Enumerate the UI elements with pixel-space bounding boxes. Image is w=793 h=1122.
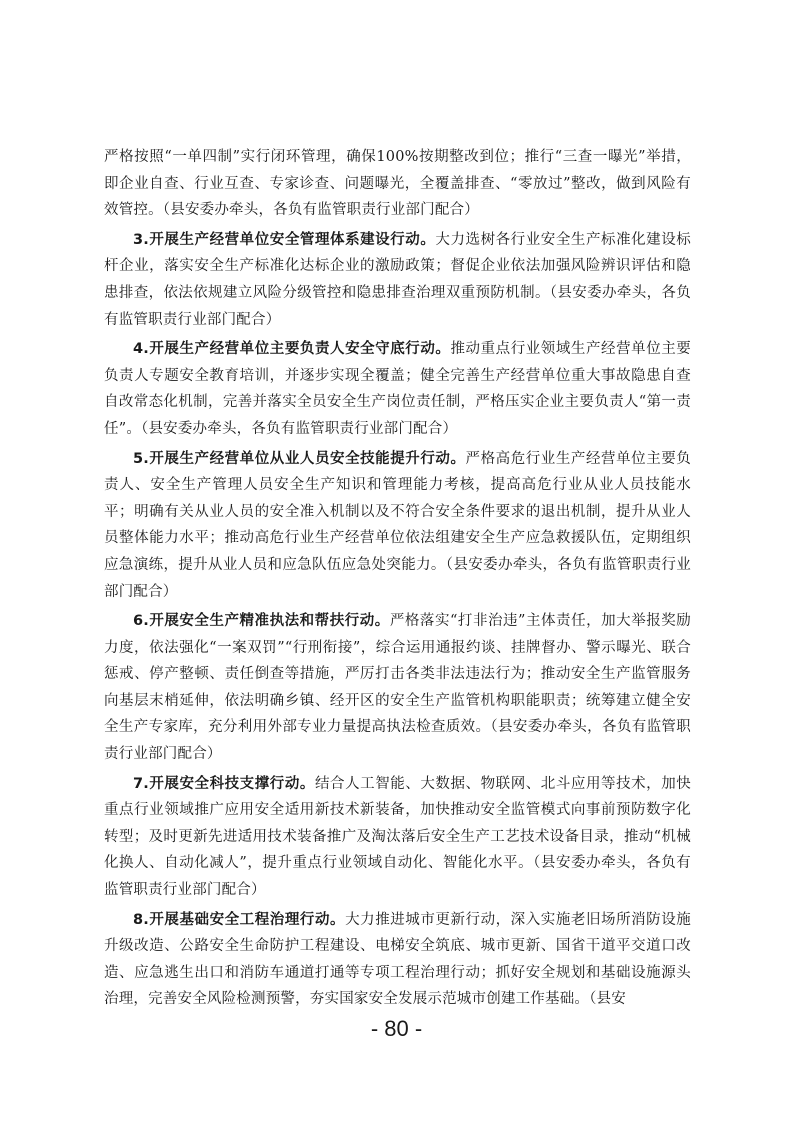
paragraph-item-8 — [104, 907, 691, 1013]
paragraph-heading: 4.开展生产经营单位主要负责人安全守底行动。 — [133, 341, 451, 358]
paragraph-text: 大力选树各行业安全生产标准化建设标杆企业，落实安全生产标准化达标企业的激励政策；督促企业依法加强风险辨识评估和隐患排查，依法依规建立风险分级管控和隐患排查治理双重预防机制。（县安委办牵头，各负有监管职责行业部门配合） — [104, 231, 691, 328]
page-number: - 80 - — [370, 1016, 423, 1041]
paragraph-item-3 — [104, 227, 691, 333]
paragraph-text: 推动重点行业领域生产经营单位主要负责人专题安全教育培训，并逐步实现全覆盖；健全完善生产经营单位重大事故隐患自查自改常态化机制，完善并落实全员安全生产岗位责任制，严格压实企业主要负责人“第一责任”。（县安委办牵头，各负有监管职责行业部门配合） — [104, 341, 691, 437]
paragraph-text: 大力推进城市更新行动，深入实施老旧场所消防设施升级改造、公路安全生命防护工程建设、电梯安全筑底、城市更新、国省干道平交道口改造、应急逃生出口和消防车通道打通等专项工程治理行动；抓好安全规划和基础设施源头治理，完善安全风险检测预警，夯实国家安全发展示范城市创建工作基础。（县安 — [104, 911, 691, 1008]
document-body — [104, 144, 691, 1016]
paragraph-text: 严格按照“一单四制”实行闭环管理，确保100%按期整改到位；推行“三查一曝光”举措，即企业自查、行业互查、专家诊查、问题曝光，全覆盖排查、“零放过”整改，做到风险有效管控。（县安委办牵头，各负有监管职责行业部门配合） — [104, 149, 691, 219]
paragraph-continuation — [104, 144, 691, 224]
paragraph-heading: 7.开展安全科技支撑行动。 — [133, 775, 315, 792]
paragraph-text: 结合人工智能、大数据、物联网、北斗应用等技术，加快重点行业领域推广应用安全适用新技术新装备，加快推动安全监管模式向事前预防数字化转型；及时更新先进适用技术装备推广及淘汰落后安全生产工艺技术设备目录，推动“机械化换人、自动化减人”，提升重点行业领域自动化、智能化水平。（县安委办牵头，各负有监管职责行业部门配合） — [104, 775, 691, 899]
paragraph-text: 严格落实“打非治违”主体责任，加大举报奖励力度，依法强化“一案双罚”“行刑衔接”，综合运用通报约谈、挂牌督办、警示曝光、联合惩戒、停产整顿、责任倒查等措施，严厉打击各类非法违法行为；推动安全生产监管服务向基层末梢延伸，依法明确乡镇、经开区的安全生产监管机构职能职责；统筹建立健全安全生产专家库，充分利用外部专业力量提高执法检查质效。（县安委办牵头，各负有监管职责行业部门配合） — [104, 613, 691, 763]
paragraph-heading: 8.开展基础安全工程治理行动。 — [133, 911, 346, 928]
paragraph-heading: 5.开展生产经营单位从业人员安全技能提升行动。 — [133, 450, 466, 467]
paragraph-text: 严格高危行业生产经营单位主要负责人、安全生产管理人员安全生产知识和管理能力考核，提高高危行业从业人员技能水平；明确有关从业人员的安全准入机制以及不符合安全条件要求的退出机制，提升从业人员整体能力水平；推动高危行业生产经营单位依法组建安全生产应急救援队伍，定期组织应急演练，提升从业人员和应急队伍应急处突能力。（县安委办牵头，各负有监管职责行业部门配合） — [104, 450, 692, 600]
paragraph-heading: 6.开展安全生产精准执法和帮扶行动。 — [133, 613, 390, 630]
paragraph-item-5 — [104, 446, 691, 606]
paragraph-heading: 3.开展生产经营单位安全管理体系建设行动。 — [133, 231, 436, 248]
paragraph-item-4 — [104, 336, 691, 442]
paragraph-item-6 — [104, 608, 691, 768]
paragraph-item-7 — [104, 771, 691, 904]
